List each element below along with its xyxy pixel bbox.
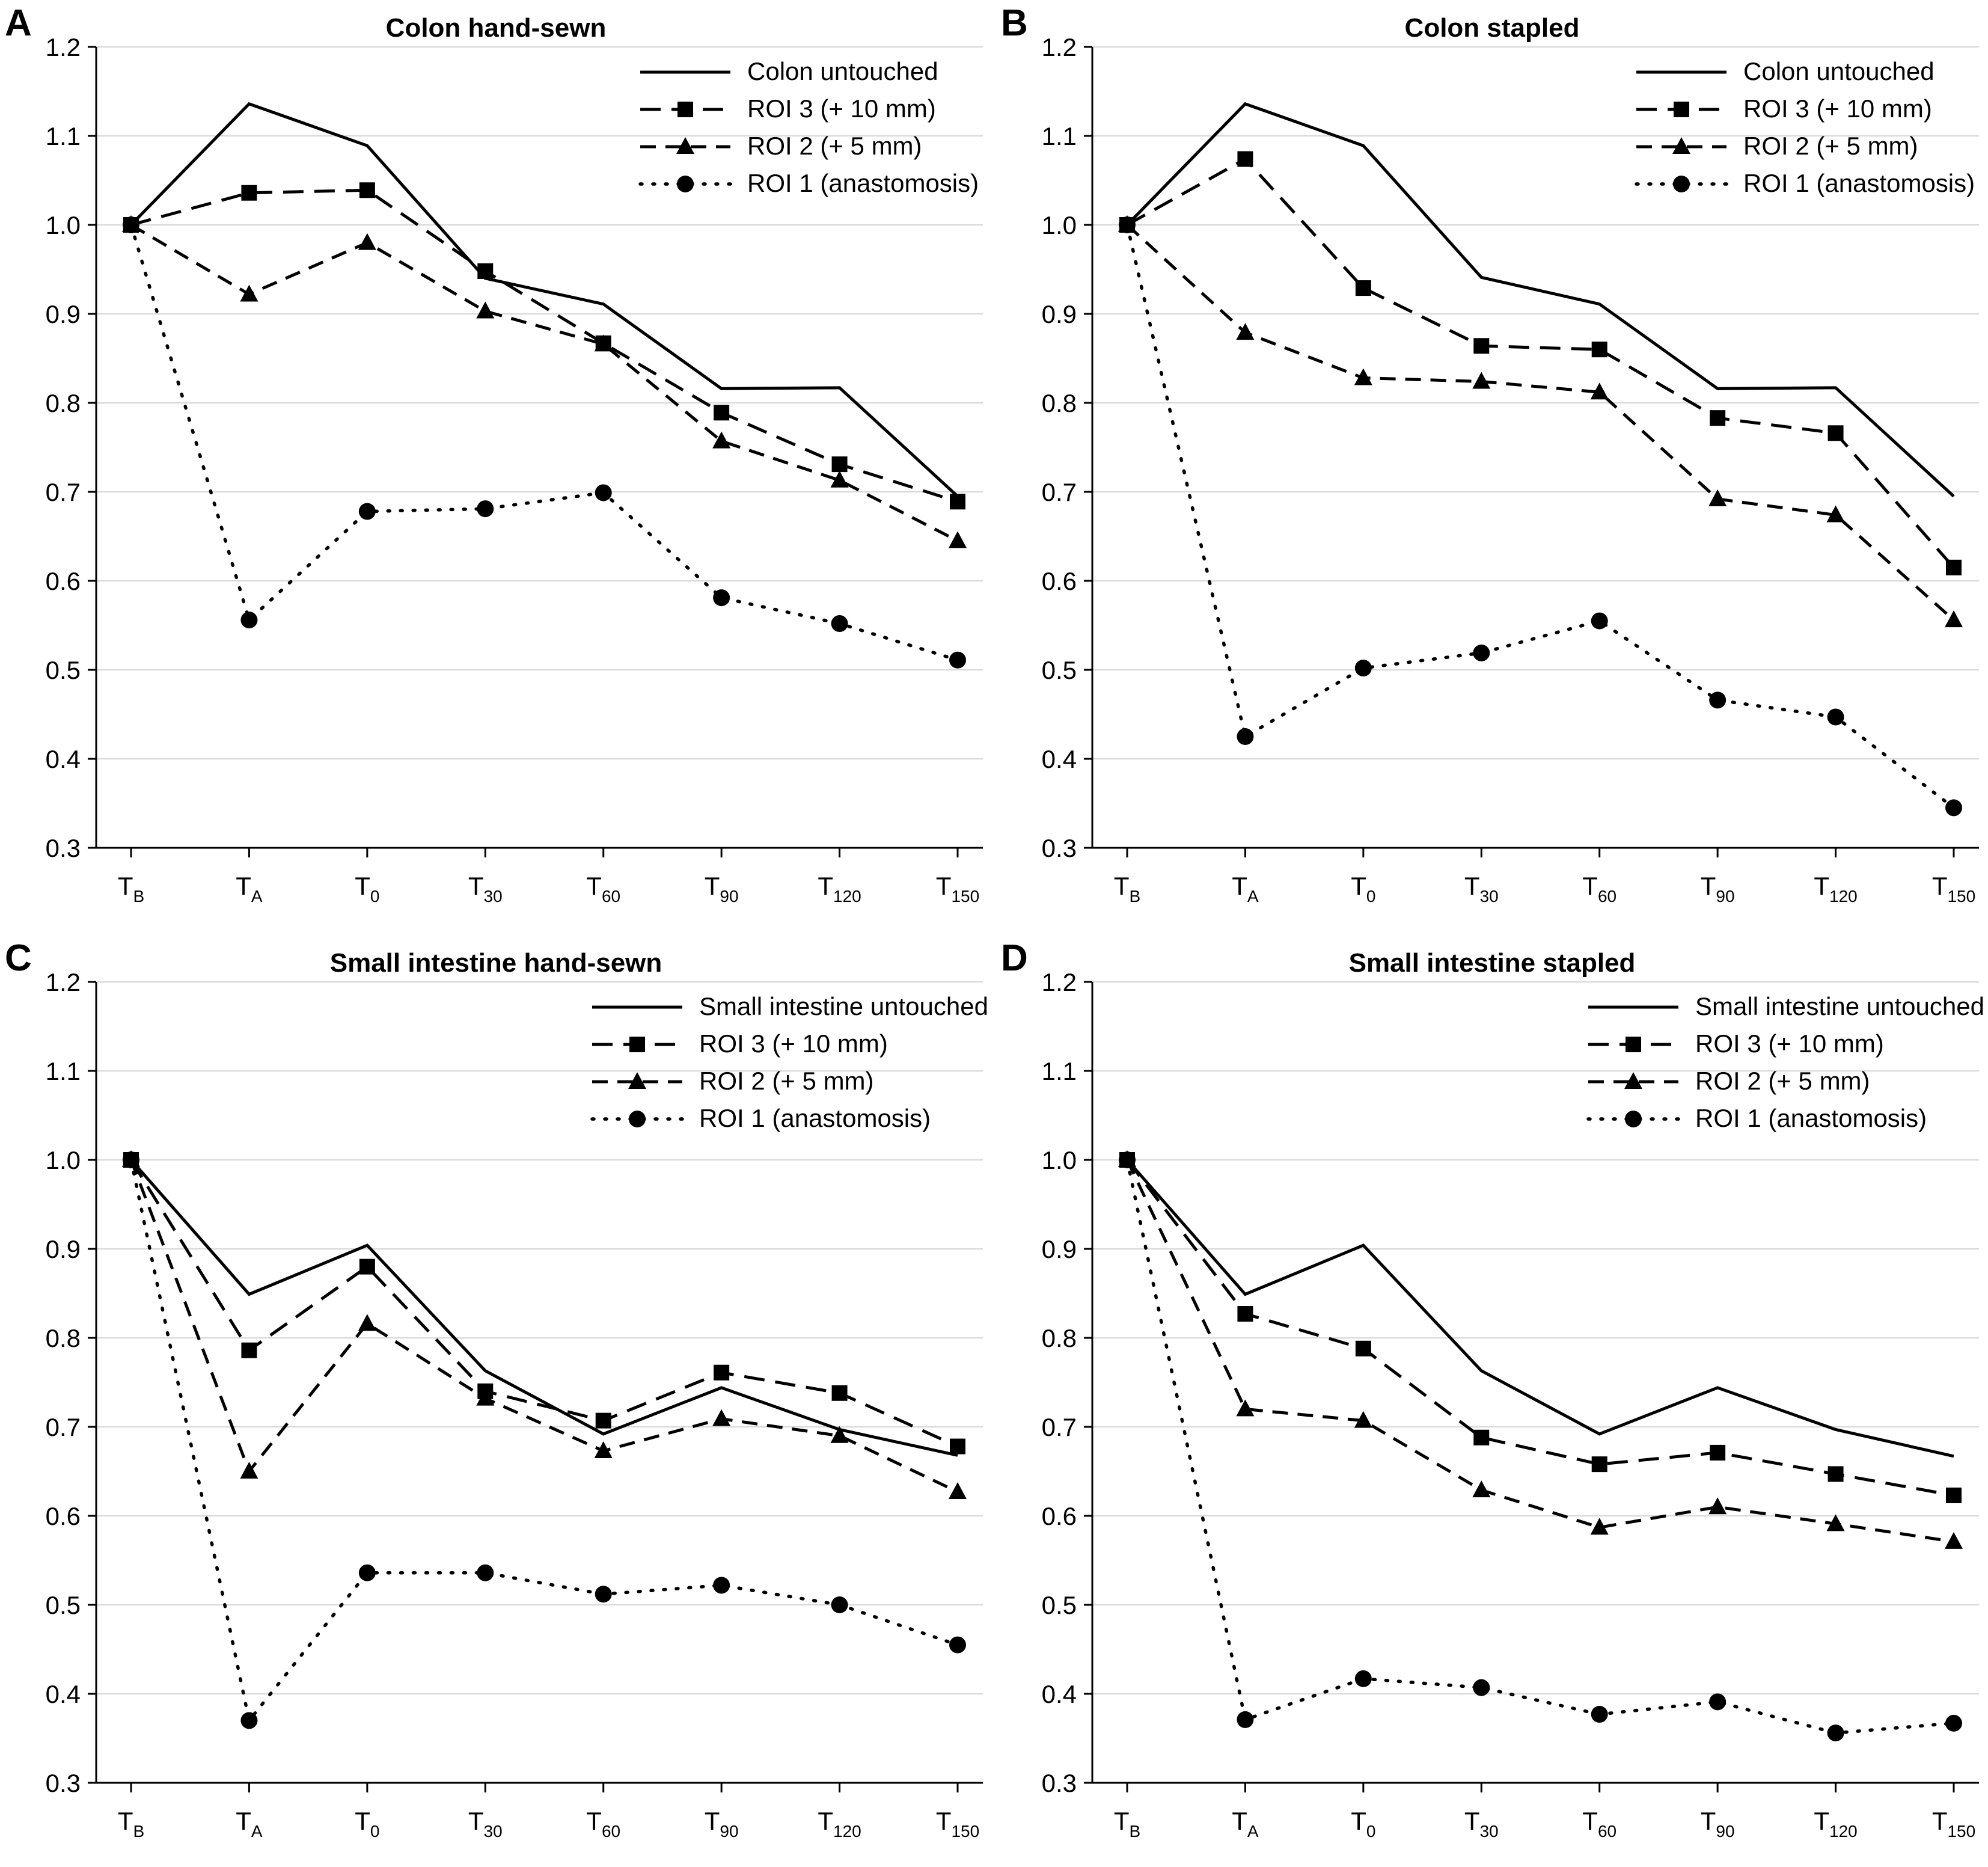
marker-circle	[949, 652, 966, 669]
marker-square	[1356, 1341, 1371, 1357]
plot-area-a	[0, 0, 992, 932]
marker-circle	[240, 1712, 257, 1729]
marker-circle	[595, 1586, 612, 1602]
marker-circle	[359, 1565, 376, 1581]
panel-d	[996, 935, 1988, 1867]
x-tick-label: $T_{90}$	[704, 1807, 739, 1841]
marker-triangle	[1236, 323, 1254, 340]
marker-circle	[1237, 1711, 1253, 1728]
marker-square	[950, 494, 965, 509]
series-line-2	[1127, 159, 1954, 567]
series-line-2	[1127, 1160, 1954, 1495]
panel-letter-c: C	[5, 937, 32, 979]
y-tick-label: 0.5	[45, 656, 81, 684]
marker-triangle	[1236, 1399, 1254, 1416]
marker-circle	[1473, 1679, 1490, 1696]
x-tick-label: $T_B$	[117, 872, 145, 906]
y-tick-label: 0.7	[1041, 1413, 1077, 1441]
panel-letter-b: B	[1001, 2, 1028, 44]
x-tick-label: $T_B$	[1113, 1807, 1141, 1841]
marker-square	[359, 182, 375, 198]
x-tick-label: $T_0$	[1351, 1807, 1376, 1841]
panel-a	[0, 0, 992, 932]
panel-title-b: Colon stapled	[1404, 13, 1580, 43]
marker-circle	[1591, 613, 1608, 630]
x-tick-label: $T_0$	[355, 1807, 380, 1841]
y-tick-label: 0.3	[1041, 1769, 1077, 1797]
y-tick-label: 1.1	[1041, 122, 1077, 150]
marker-circle	[1591, 1706, 1608, 1723]
y-tick-label: 0.3	[45, 834, 81, 862]
y-tick-label: 0.8	[45, 389, 81, 417]
y-tick-label: 0.9	[45, 300, 81, 328]
marker-circle	[1237, 728, 1253, 745]
marker-circle	[629, 1111, 646, 1127]
y-tick-label: 1.0	[45, 211, 81, 239]
x-tick-label: $T_{150}$	[1931, 872, 1976, 906]
y-tick-label: 0.8	[45, 1324, 81, 1352]
x-tick-label: $T_{30}$	[1464, 1807, 1499, 1841]
marker-square	[1473, 1430, 1489, 1445]
y-tick-label: 1.2	[1041, 968, 1077, 996]
marker-circle	[831, 1596, 848, 1613]
legend-label-4: ROI 1 (anastomosis)	[1695, 1104, 1927, 1133]
plot-area-b	[996, 0, 1988, 932]
x-tick-label: $T_{150}$	[935, 872, 980, 906]
marker-square	[714, 405, 729, 420]
legend-label-1: Small intestine untouched	[699, 992, 988, 1021]
x-tick-label: $T_{120}$	[818, 1807, 861, 1841]
y-tick-label: 0.5	[45, 1591, 81, 1619]
y-tick-label: 0.5	[1041, 1591, 1077, 1619]
marker-circle	[1827, 1724, 1844, 1741]
marker-triangle	[949, 531, 967, 548]
y-tick-label: 0.6	[1041, 1502, 1077, 1530]
y-tick-label: 0.6	[1041, 567, 1077, 595]
marker-circle	[1945, 1715, 1962, 1732]
x-tick-label: $T_{90}$	[1700, 872, 1735, 906]
y-tick-label: 1.0	[1041, 211, 1077, 239]
marker-circle	[1673, 176, 1690, 192]
y-tick-label: 0.4	[45, 1680, 81, 1708]
panel-c	[0, 935, 992, 1867]
marker-square	[1710, 1445, 1725, 1461]
x-tick-label: $T_B$	[117, 1807, 145, 1841]
marker-circle	[1709, 691, 1726, 708]
chart-svg-c	[0, 935, 992, 1867]
marker-square	[1592, 342, 1607, 357]
legend-label-4: ROI 1 (anastomosis)	[1743, 169, 1975, 198]
x-tick-label: $T_{120}$	[818, 872, 861, 906]
marker-square	[1946, 1488, 1962, 1503]
marker-circle	[477, 1565, 494, 1581]
marker-circle	[713, 1577, 730, 1593]
y-tick-label: 0.4	[1041, 745, 1077, 773]
marker-square	[1473, 338, 1489, 354]
marker-circle	[1827, 708, 1844, 725]
marker-square	[1710, 410, 1725, 426]
marker-triangle	[1945, 1532, 1963, 1549]
x-tick-label: $T_A$	[1232, 1807, 1259, 1841]
marker-triangle	[1945, 610, 1963, 627]
marker-square	[629, 1037, 645, 1052]
marker-square	[1946, 560, 1962, 575]
panel-title-c: Small intestine hand-sewn	[329, 948, 662, 978]
y-tick-label: 1.0	[1041, 1146, 1077, 1174]
marker-square	[359, 1259, 375, 1275]
marker-triangle	[358, 233, 376, 250]
marker-circle	[1945, 799, 1962, 816]
series-line-2	[131, 190, 958, 501]
y-tick-label: 0.4	[45, 745, 81, 773]
y-tick-label: 0.9	[1041, 300, 1077, 328]
marker-circle	[123, 216, 139, 233]
marker-square	[677, 102, 693, 117]
y-tick-label: 1.1	[45, 122, 81, 150]
marker-square	[832, 456, 848, 472]
y-tick-label: 0.4	[1041, 1680, 1077, 1708]
y-tick-label: 0.6	[45, 1502, 81, 1530]
y-tick-label: 0.7	[45, 478, 81, 506]
marker-triangle	[240, 284, 258, 301]
chart-svg-a	[0, 0, 992, 932]
x-tick-label: $T_{30}$	[468, 872, 503, 906]
y-tick-label: 1.2	[1041, 33, 1077, 61]
chart-svg-d	[996, 935, 1988, 1867]
marker-triangle	[1708, 1497, 1727, 1514]
x-tick-label: $T_{90}$	[1700, 1807, 1735, 1841]
x-tick-label: $T_{60}$	[586, 1807, 621, 1841]
marker-triangle	[1472, 372, 1490, 388]
legend-label-2: ROI 3 (+ 10 mm)	[1695, 1029, 1884, 1058]
marker-square	[1828, 425, 1844, 441]
marker-square	[1626, 1037, 1641, 1052]
plot-area-c	[0, 935, 992, 1867]
x-tick-label: $T_{120}$	[1814, 872, 1858, 906]
marker-circle	[240, 612, 257, 628]
legend-label-2: ROI 3 (+ 10 mm)	[699, 1029, 888, 1058]
series-line-3	[131, 225, 958, 541]
marker-circle	[123, 1151, 139, 1168]
series-line-1	[131, 1160, 958, 1455]
legend-label-4: ROI 1 (anastomosis)	[747, 169, 979, 198]
marker-square	[1828, 1466, 1844, 1482]
chart-svg-b	[996, 0, 1988, 932]
marker-circle	[949, 1637, 966, 1654]
marker-square	[241, 1343, 257, 1358]
legend-label-3: ROI 2 (+ 5 mm)	[1743, 132, 1918, 161]
y-tick-label: 0.7	[1041, 478, 1077, 506]
series-line-4	[1127, 1160, 1954, 1733]
series-line-3	[1127, 1160, 1954, 1542]
y-tick-label: 0.5	[1041, 656, 1077, 684]
marker-square	[1592, 1456, 1607, 1472]
marker-circle	[1625, 1111, 1642, 1127]
marker-circle	[477, 500, 494, 517]
x-tick-label: $T_{120}$	[1814, 1807, 1858, 1841]
legend-label-1: Small intestine untouched	[1695, 992, 1984, 1021]
marker-square	[477, 263, 493, 279]
y-tick-label: 0.7	[45, 1413, 81, 1441]
y-tick-label: 0.8	[1041, 389, 1077, 417]
series-line-3	[1127, 225, 1954, 620]
marker-square	[714, 1365, 729, 1381]
marker-square	[1237, 151, 1253, 167]
plot-area-d	[996, 935, 1988, 1867]
x-tick-label: $T_0$	[355, 872, 380, 906]
marker-circle	[1119, 216, 1136, 233]
panel-title-a: Colon hand-sewn	[385, 13, 607, 43]
marker-circle	[1119, 1151, 1136, 1168]
marker-circle	[1709, 1693, 1726, 1710]
legend-label-3: ROI 2 (+ 5 mm)	[1695, 1067, 1870, 1096]
panel-title-d: Small intestine stapled	[1348, 948, 1636, 978]
x-tick-label: $T_0$	[1351, 872, 1376, 906]
marker-circle	[831, 615, 848, 632]
marker-triangle	[358, 1314, 376, 1331]
marker-square	[1237, 1306, 1253, 1322]
marker-triangle	[1472, 1480, 1490, 1497]
marker-circle	[677, 176, 694, 192]
x-tick-label: $T_{30}$	[1464, 872, 1499, 906]
marker-square	[832, 1385, 848, 1401]
marker-circle	[1355, 660, 1372, 676]
marker-square	[1356, 280, 1371, 296]
panel-letter-a: A	[5, 2, 32, 44]
marker-circle	[1473, 645, 1490, 661]
marker-square	[241, 185, 257, 201]
marker-square	[596, 1413, 611, 1429]
y-tick-label: 1.0	[45, 1146, 81, 1174]
x-tick-label: $T_{150}$	[1931, 1807, 1976, 1841]
x-tick-label: $T_{60}$	[1582, 872, 1617, 906]
legend-label-3: ROI 2 (+ 5 mm)	[699, 1067, 874, 1096]
marker-triangle	[712, 1409, 730, 1426]
marker-square	[1674, 102, 1689, 117]
y-tick-label: 1.1	[45, 1057, 81, 1085]
marker-triangle	[949, 1482, 967, 1499]
panel-b	[996, 0, 1988, 932]
x-tick-label: $T_{30}$	[468, 1807, 503, 1841]
marker-triangle	[476, 302, 494, 319]
marker-circle	[713, 589, 730, 606]
marker-circle	[595, 484, 612, 501]
y-tick-label: 1.1	[1041, 1057, 1077, 1085]
legend-label-3: ROI 2 (+ 5 mm)	[747, 132, 922, 161]
x-tick-label: $T_A$	[236, 872, 263, 906]
y-tick-label: 0.6	[45, 567, 81, 595]
y-tick-label: 0.9	[45, 1235, 81, 1263]
x-tick-label: $T_{60}$	[586, 872, 621, 906]
marker-circle	[1355, 1670, 1372, 1687]
y-tick-label: 0.3	[1041, 834, 1077, 862]
x-tick-label: $T_{60}$	[1582, 1807, 1617, 1841]
panel-letter-d: D	[1001, 937, 1028, 979]
x-tick-label: $T_{150}$	[935, 1807, 980, 1841]
legend-label-1: Colon untouched	[1743, 57, 1934, 86]
legend-label-1: Colon untouched	[747, 57, 938, 86]
y-tick-label: 0.3	[45, 1769, 81, 1797]
legend-label-4: ROI 1 (anastomosis)	[699, 1104, 931, 1133]
legend-label-2: ROI 3 (+ 10 mm)	[1743, 94, 1932, 123]
y-tick-label: 0.8	[1041, 1324, 1077, 1352]
x-tick-label: $T_A$	[236, 1807, 263, 1841]
marker-square	[950, 1439, 965, 1455]
marker-circle	[359, 503, 376, 520]
y-tick-label: 1.2	[45, 968, 81, 996]
legend-label-2: ROI 3 (+ 10 mm)	[747, 94, 936, 123]
y-tick-label: 1.2	[45, 33, 81, 61]
y-tick-label: 0.9	[1041, 1235, 1077, 1263]
x-tick-label: $T_{90}$	[704, 872, 739, 906]
x-tick-label: $T_B$	[1113, 872, 1141, 906]
x-tick-label: $T_A$	[1232, 872, 1259, 906]
